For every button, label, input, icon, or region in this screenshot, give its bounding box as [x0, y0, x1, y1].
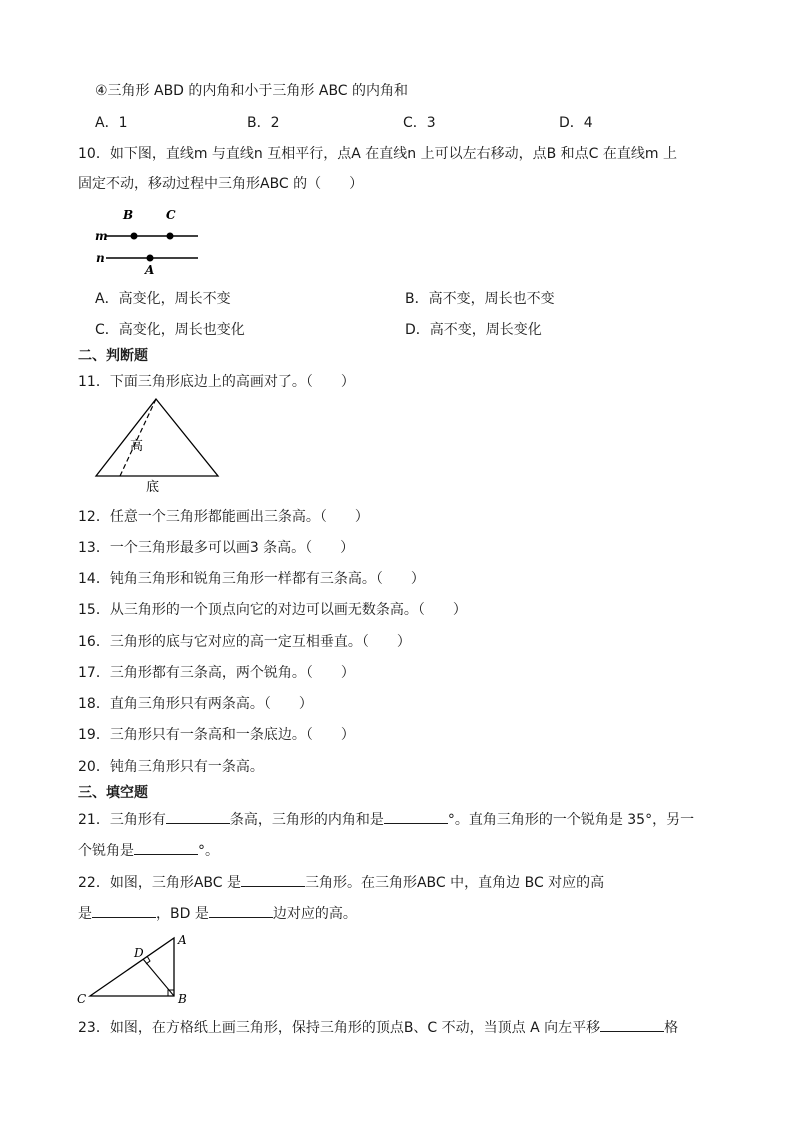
q21-line2	[78, 840, 219, 861]
q22-line1	[78, 872, 604, 893]
q10-option-c: C．高变化，周长也变化	[95, 322, 245, 338]
q23-part2: 格	[664, 1020, 679, 1036]
label-b: B	[123, 208, 134, 222]
judge-item-18: 18．直角三角形只有两条高。（ ）	[78, 696, 313, 712]
judge-item-19: 19．三角形只有一条高和一条底边。（ ）	[78, 727, 355, 743]
judge-item-14: 14．钝角三角形和锐角三角形一样都有三条高。（ ）	[78, 571, 425, 587]
label-n: n	[96, 251, 105, 265]
q10-option-a: A．高变化，周长不变	[95, 291, 231, 307]
triangle	[96, 399, 218, 476]
judge-item-15: 15．从三角形的一个顶点向它的对边可以画无数条高。（ ）	[78, 602, 467, 618]
q10-option-b: B．高不变，周长也不变	[405, 291, 555, 307]
label-base: 底	[146, 480, 160, 495]
q22-part1: 22．如图，三角形ABC 是	[78, 875, 241, 891]
q22-part3: 是	[78, 906, 92, 922]
q9-option-c: C．3	[403, 115, 436, 131]
q23-blank-1[interactable]	[600, 1017, 664, 1032]
judge-item-16: 16．三角形的底与它对应的高一定互相垂直。（ ）	[78, 634, 411, 650]
q21-part5: °。	[198, 843, 219, 859]
q11-text: 11．下面三角形底边上的高画对了。（ ）	[78, 374, 355, 390]
q23-line1	[78, 1017, 678, 1038]
label-c: C	[166, 208, 176, 222]
q10-parallel-lines-figure	[92, 204, 204, 276]
q9-option-b: B．2	[247, 115, 280, 131]
section-title-fill: 三、填空题	[78, 785, 148, 801]
q9-option-a: A．1	[95, 115, 128, 131]
label-a: A	[178, 933, 187, 947]
judge-item-12: 12．任意一个三角形都能画出三条高。（ ）	[78, 509, 369, 525]
section-title-judge: 二、判断题	[78, 348, 148, 364]
q22-line2	[78, 903, 357, 924]
triangle-abc	[90, 938, 174, 996]
q21-part3: °。直角三角形的一个锐角是 35°，另一	[447, 812, 695, 828]
q21-part1: 21．三角形有	[78, 812, 166, 828]
q10-text-line1: 10．如下图，直线m 与直线n 互相平行，点A 在直线n 上可以左右移动，点B 和点C 在直线m 上	[78, 146, 677, 162]
label-b: B	[178, 992, 187, 1006]
label-c: C	[77, 992, 87, 1006]
q11-triangle-figure	[88, 395, 228, 495]
q21-line1	[78, 809, 694, 830]
q9-statement-4: ④三角形 ABD 的内角和小于三角形 ABC 的内角和	[95, 83, 409, 99]
q22-part4: ，BD 是	[156, 906, 209, 922]
point-a	[147, 255, 154, 262]
judge-item-17: 17．三角形都有三条高，两个锐角。（ ）	[78, 665, 355, 681]
q9-option-d: D．4	[559, 115, 593, 131]
judge-item-13: 13．一个三角形最多可以画3 条高。（ ）	[78, 540, 355, 556]
q22-blank-1[interactable]	[241, 872, 305, 887]
point-c	[167, 233, 174, 240]
label-height: 高	[130, 439, 144, 454]
q21-part2: 条高，三角形的内角和是	[229, 812, 384, 828]
label-d: D	[134, 946, 144, 960]
q21-blank-2[interactable]	[384, 809, 448, 824]
q21-blank-3[interactable]	[134, 840, 198, 855]
q21-blank-1[interactable]	[166, 809, 230, 824]
label-m: m	[95, 229, 108, 243]
q22-blank-3[interactable]	[209, 903, 273, 918]
point-b	[131, 233, 138, 240]
q10-option-d: D．高不变，周长变化	[405, 322, 542, 338]
q22-part2: 三角形。在三角形ABC 中，直角边 BC 对应的高	[304, 875, 605, 891]
judge-item-20: 20．钝角三角形只有一条高。	[78, 759, 264, 775]
q23-part1: 23．如图，在方格纸上画三角形，保持三角形的顶点B、C 不动，当顶点 A 向左平移	[78, 1020, 601, 1036]
q22-right-triangle-figure	[74, 930, 194, 1008]
q22-part5: 边对应的高。	[272, 906, 357, 922]
q10-text-line2: 固定不动，移动过程中三角形ABC 的（ ）	[78, 176, 364, 192]
label-a: A	[145, 263, 155, 276]
q21-part4: 个锐角是	[78, 843, 134, 859]
q22-blank-2[interactable]	[92, 903, 156, 918]
